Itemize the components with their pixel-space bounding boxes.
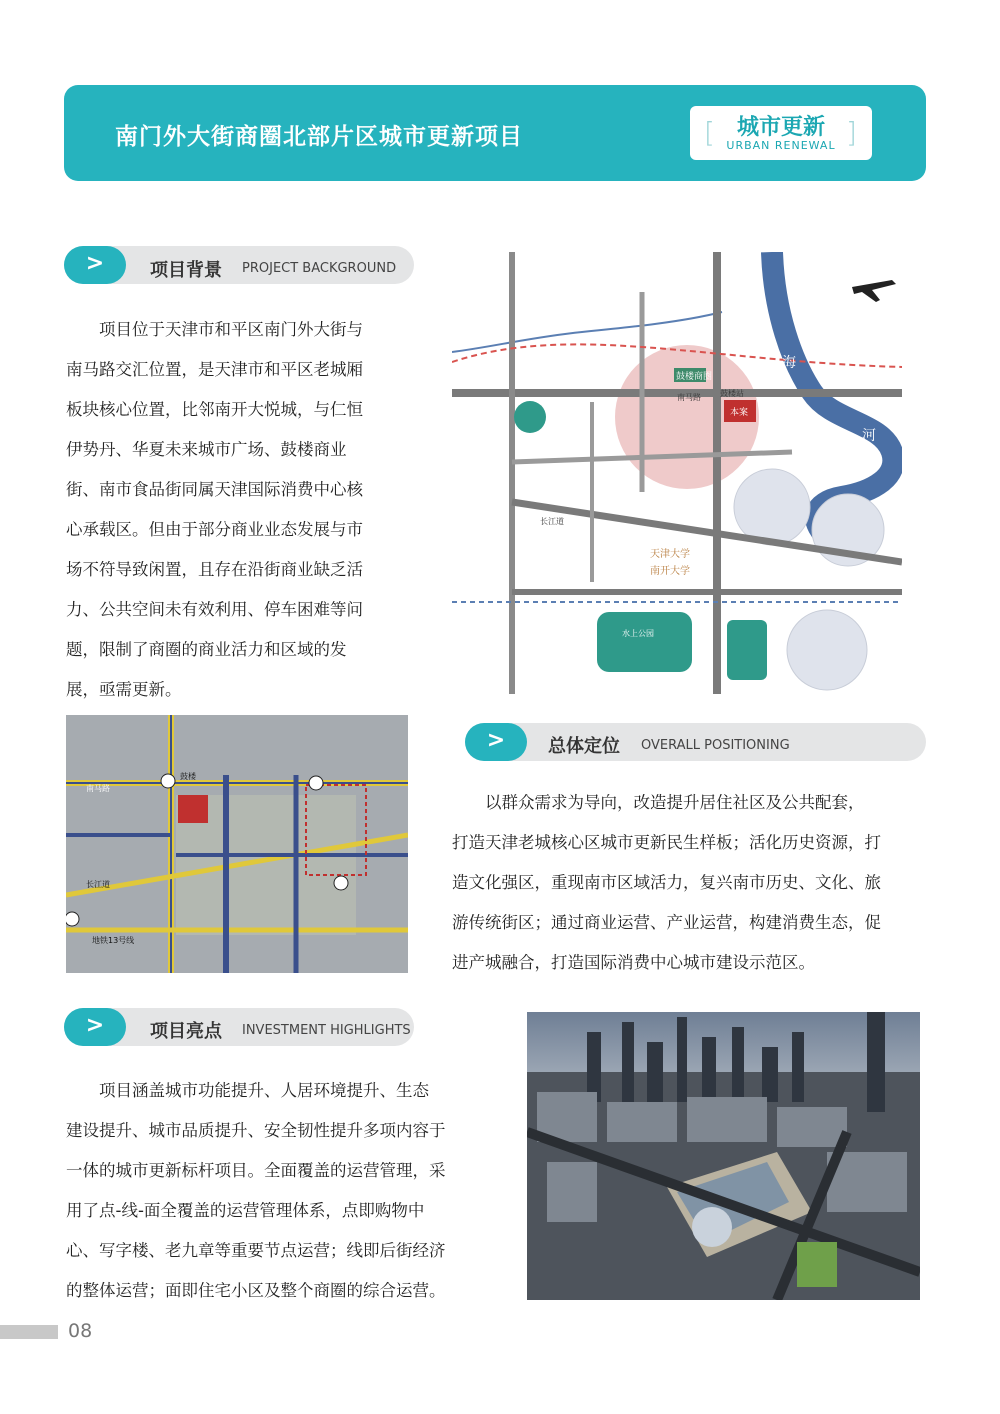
location-map (452, 252, 902, 694)
park (727, 620, 767, 680)
paragraph-line: 游传统街区；通过商业运营、产业运营，构建消费生态，促 (452, 913, 881, 932)
footer-bar (0, 1325, 58, 1339)
paragraph-line: 造文化强区，重现南市区域活力，复兴南市历史、文化、旅 (452, 873, 881, 892)
map-label: 鼓楼 (180, 772, 196, 781)
section-title-cn: 项目背景 (150, 260, 222, 281)
location-map-graphic (452, 252, 902, 694)
metro-station-icon (66, 912, 79, 926)
airplane-icon (852, 280, 896, 302)
bracket-right-icon: ] (846, 116, 857, 149)
bracket-left-icon: [ (704, 116, 715, 149)
paragraph-line: 的整体运营；面即住宅小区及整个商圈的综合运营。 (66, 1281, 446, 1300)
map-label: 海 (782, 355, 796, 371)
section-title-cn: 总体定位 (548, 736, 620, 757)
paragraph-line: 项目位于天津市和平区南门外大街与 (66, 320, 363, 339)
chevron-right-icon: > (465, 723, 527, 761)
paragraph-line: 力、公共空间未有效利用、停车困难等问 (66, 600, 363, 619)
page-number: 08 (68, 1320, 93, 1342)
park (514, 401, 546, 433)
background-text (66, 310, 406, 710)
map-label: 天津大学 (650, 549, 690, 560)
paragraph-line: 进产城融合，打造国际消费中心城市建设示范区。 (452, 953, 815, 972)
paragraph-line: 街、南市食品街同属天津国际消费中心核 (66, 480, 363, 499)
satellite-map (66, 715, 408, 973)
map-label: 鼓楼商圈 (676, 372, 713, 382)
metro-station-icon (161, 774, 175, 788)
dome (692, 1207, 732, 1247)
aerial-photo (527, 1012, 920, 1300)
paragraph-line: 以群众需求为导向，改造提升居住社区及公共配套， (452, 793, 865, 812)
paragraph-line: 南马路交汇位置，是天津市和平区老城厢 (66, 360, 363, 379)
satellite-map-graphic (66, 715, 408, 973)
highlights-text (66, 1071, 488, 1311)
project-label: 本案 (730, 408, 749, 418)
chevron-right-icon: > (64, 1008, 126, 1046)
section-title-cn: 项目亮点 (150, 1021, 222, 1042)
paragraph-line: 心、写字楼、老九章等重要节点运营；线即后街经济 (66, 1241, 446, 1260)
paragraph-line: 题，限制了商圈的商业活力和区域的发 (66, 640, 347, 659)
metro-station-icon (334, 876, 348, 890)
section-title-en: PROJECT BACKGROUND (242, 261, 397, 276)
badge-title-cn: 城市更新 (736, 115, 825, 140)
paragraph-line: 用了点-线-面全覆盖的运营管理体系，点即购物中 (66, 1201, 425, 1220)
paragraph-line: 打造天津老城核心区城市更新民生样板；活化历史资源，打 (452, 833, 881, 852)
zone-circle (787, 610, 867, 690)
metro-station-icon (309, 776, 323, 790)
aerial-photo-graphic (527, 1012, 920, 1300)
map-label: 地铁13号线 (92, 936, 135, 945)
map-label: 河 (862, 428, 876, 444)
project-site (178, 795, 208, 823)
map-label: 长江道 (86, 880, 110, 889)
section-title-en: INVESTMENT HIGHLIGHTS (242, 1023, 411, 1038)
chevron-right-icon: > (64, 246, 126, 284)
map-label: 水上公园 (622, 629, 654, 638)
zone-circle (734, 469, 810, 545)
map-label: 南马路 (86, 784, 110, 793)
map-label: 南开大学 (650, 566, 690, 577)
paragraph-line: 建设提升、城市品质提升、安全韧性提升多项内容于 (66, 1121, 446, 1140)
paragraph-line: 一体的城市更新标杆项目。全面覆盖的运营管理，采 (66, 1161, 446, 1180)
map-label: 南马路 (677, 393, 701, 402)
paragraph-line: 场不符导致闲置，且存在沿街商业缺乏活 (66, 560, 363, 579)
paragraph-line: 展，亟需更新。 (66, 680, 182, 699)
section-title-en: OVERALL POSITIONING (641, 738, 790, 753)
paragraph-line: 板块核心位置，比邻南开大悦城，与仁恒 (66, 400, 363, 419)
positioning-text (452, 783, 918, 983)
paragraph-line: 项目涵盖城市功能提升、人居环境提升、生态 (66, 1081, 429, 1100)
construction-site (797, 1242, 837, 1287)
map-label: 鼓楼站 (720, 389, 744, 398)
map-label: 长江道 (540, 517, 564, 526)
page-title: 南门外大街商圈北部片区城市更新项目 (115, 124, 523, 150)
paragraph-line: 伊势丹、华夏未来城市广场、鼓楼商业 (66, 440, 347, 459)
paragraph-line: 心承载区。但由于部分商业业态发展与市 (66, 520, 363, 539)
park-shuishang (597, 612, 692, 672)
badge-title-en: URBAN RENEWAL (726, 139, 836, 152)
